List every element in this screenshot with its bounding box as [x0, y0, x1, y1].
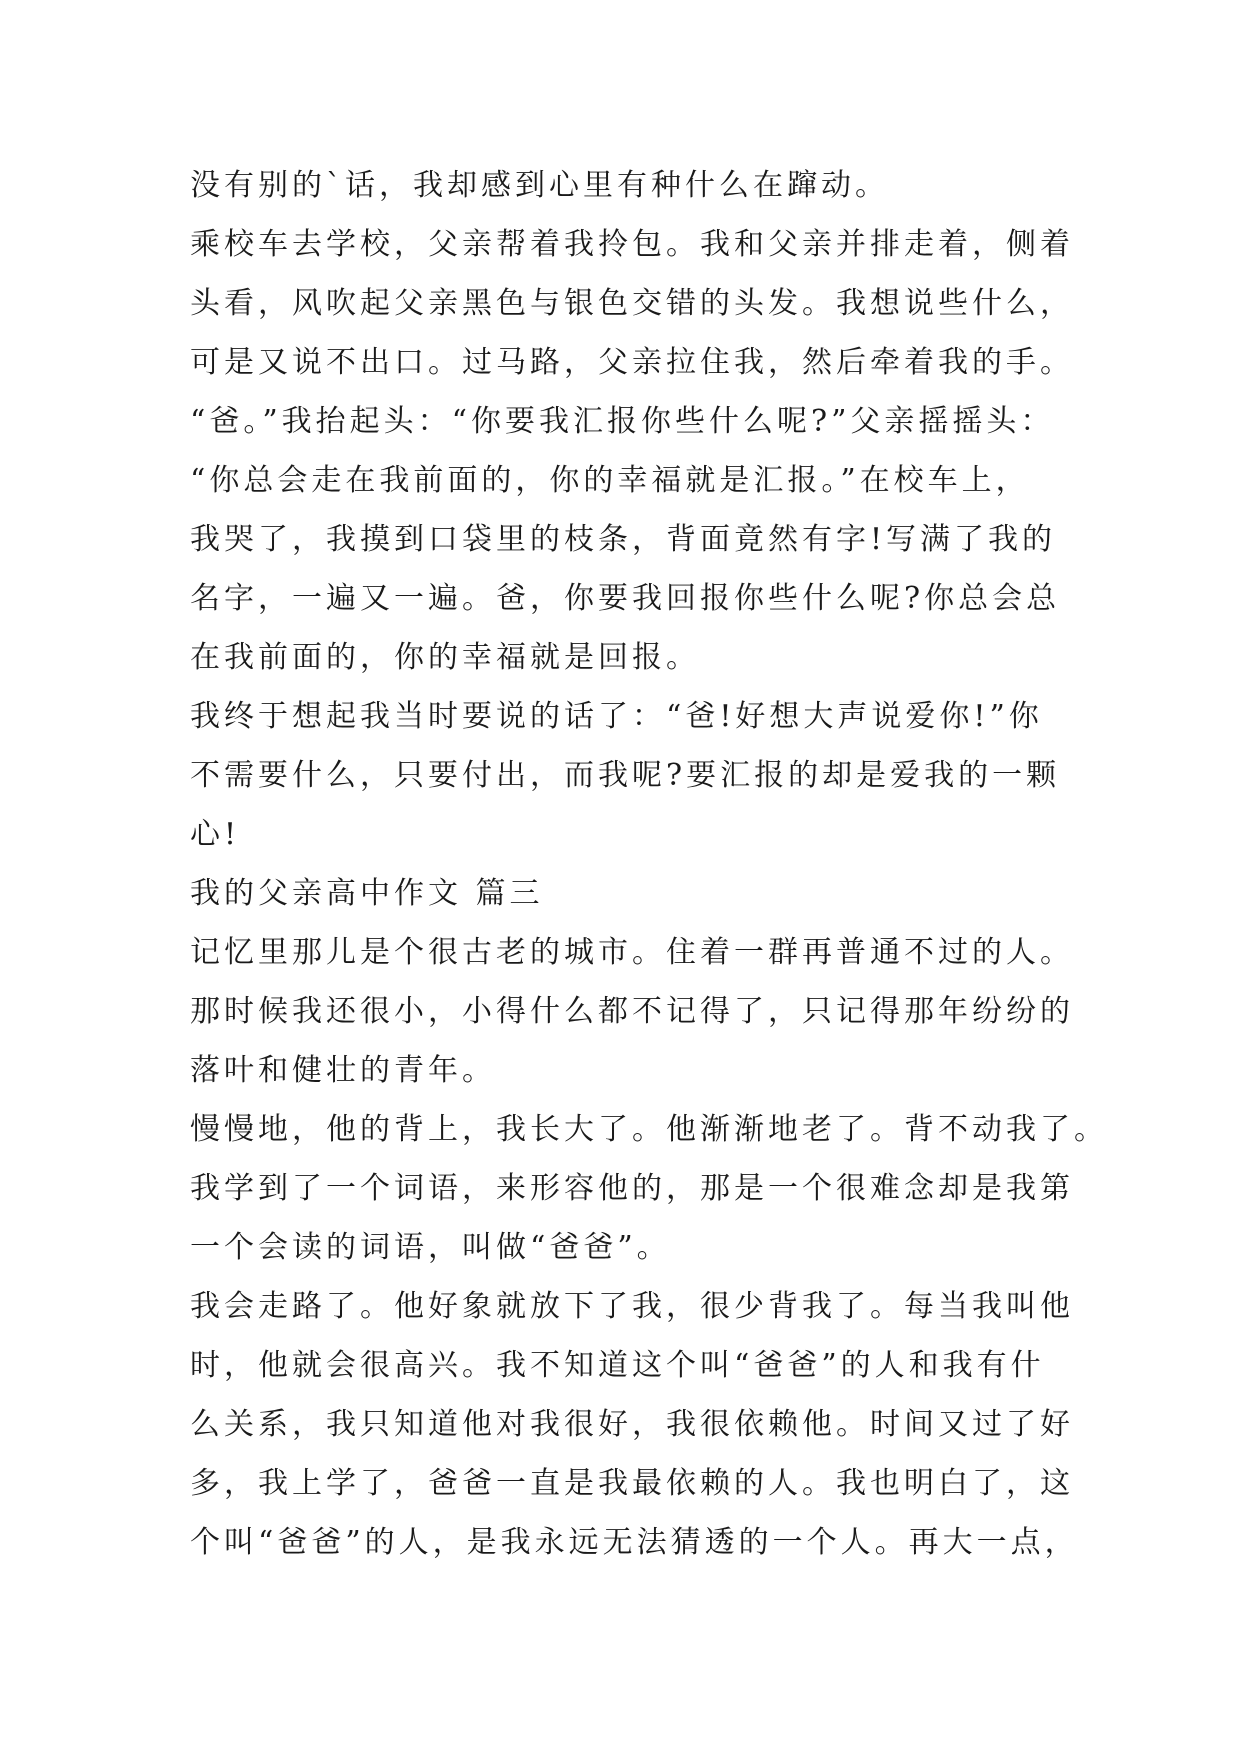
text-line: “爸。”我抬起头：“你要我汇报你些什么呢?”父亲摇摇头： [190, 404, 1055, 439]
text-line: 么关系，我只知道他对我很好，我很依赖他。时间又过了好 [190, 1407, 1074, 1442]
text-line: 在我前面的，你的幸福就是回报。 [190, 640, 700, 675]
text-line: 一个会读的词语，叫做“爸爸”。 [190, 1230, 671, 1265]
essay-text [190, 156, 1190, 1572]
text-line: 时，他就会很高兴。我不知道这个叫“爸爸”的人和我有什 [190, 1348, 1045, 1383]
text-line: 我终于想起我当时要说的话了：“爸!好想大声说爱你!”你 [190, 699, 1043, 734]
text-line: 那时候我还很小，小得什么都不记得了，只记得那年纷纷的 [190, 994, 1074, 1029]
text-line: 没有别的`话，我却感到心里有种什么在蹿动。 [190, 168, 889, 203]
text-line: 落叶和健壮的青年。 [190, 1053, 496, 1088]
text-line: 个叫“爸爸”的人，是我永远无法猜透的一个人。再大一点， [190, 1525, 1079, 1560]
text-line: 头看，风吹起父亲黑色与银色交错的头发。我想说些什么， [190, 286, 1074, 321]
text-line: 我哭了，我摸到口袋里的枝条，背面竟然有字!写满了我的 [190, 522, 1057, 557]
text-line: 心! [190, 817, 241, 852]
text-line: 乘校车去学校，父亲帮着我拎包。我和父亲并排走着，侧着 [190, 227, 1074, 262]
text-line: 记忆里那儿是个很古老的城市。住着一群再普通不过的人。 [190, 935, 1074, 970]
text-line: 可是又说不出口。过马路，父亲拉住我，然后牵着我的手。 [190, 345, 1074, 380]
section-heading: 我的父亲高中作文 篇三 [190, 876, 544, 911]
text-line: 我会走路了。他好象就放下了我，很少背我了。每当我叫他 [190, 1289, 1074, 1324]
text-line: 慢慢地，他的背上，我长大了。他渐渐地老了。背不动我了。 [190, 1112, 1108, 1147]
text-line: 不需要什么，只要付出，而我呢?要汇报的却是爱我的一颗 [190, 758, 1061, 793]
text-line: 多，我上学了，爸爸一直是我最依赖的人。我也明白了，这 [190, 1466, 1074, 1501]
text-line: 我学到了一个词语，来形容他的，那是一个很难念却是我第 [190, 1171, 1074, 1206]
text-line: “你总会走在我前面的，你的幸福就是汇报。”在校车上， [190, 463, 1030, 498]
text-line: 名字，一遍又一遍。爸，你要我回报你些什么呢?你总会总 [190, 581, 1061, 616]
